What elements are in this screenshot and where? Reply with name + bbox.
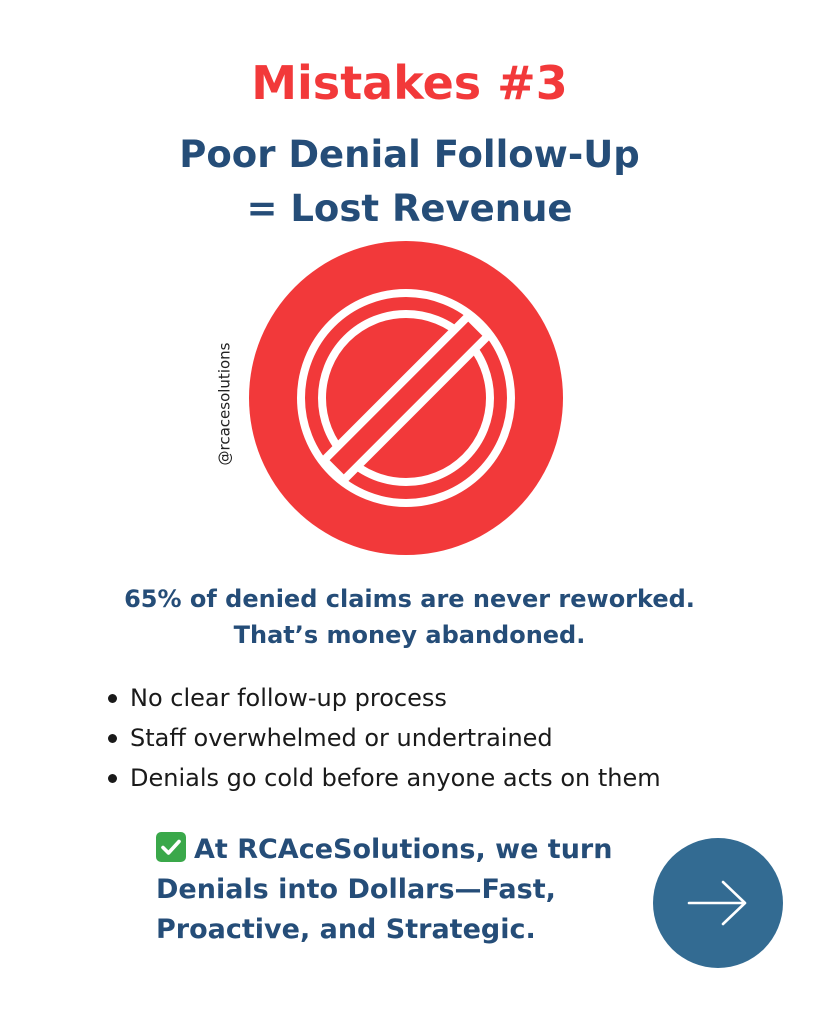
subtitle-line-1: Poor Denial Follow-Up <box>179 133 640 176</box>
reasons-list <box>106 678 661 798</box>
prohibited-icon <box>248 240 564 556</box>
page-title: Mistakes #3 <box>251 56 568 110</box>
call-to-action <box>156 830 656 950</box>
subtitle-line-2: = Lost Revenue <box>246 186 573 230</box>
statistic-line-1: 65% of denied claims are never reworked. <box>124 585 695 613</box>
watermark-text: @rcacesolutions <box>215 342 233 466</box>
statistic-text <box>0 582 819 653</box>
statistic-line-2: That’s money abandoned. <box>233 620 586 649</box>
cta-line-2: Denials into Dollars—Fast, <box>156 874 556 905</box>
page-subtitle <box>0 128 819 235</box>
cta-line-3: Proactive, and Strategic. <box>156 914 536 945</box>
check-mark-icon <box>156 832 186 862</box>
list-item: Denials go cold before anyone acts on them <box>106 758 661 798</box>
list-item: Staff overwhelmed or undertrained <box>106 718 661 758</box>
cta-line-1 <box>156 830 656 870</box>
list-item: No clear follow-up process <box>106 678 661 718</box>
cta-line-1-text: At RCAceSolutions, we turn <box>194 834 613 865</box>
arrow-right-icon <box>687 879 749 927</box>
next-button[interactable] <box>653 838 783 968</box>
watermark <box>214 334 234 474</box>
